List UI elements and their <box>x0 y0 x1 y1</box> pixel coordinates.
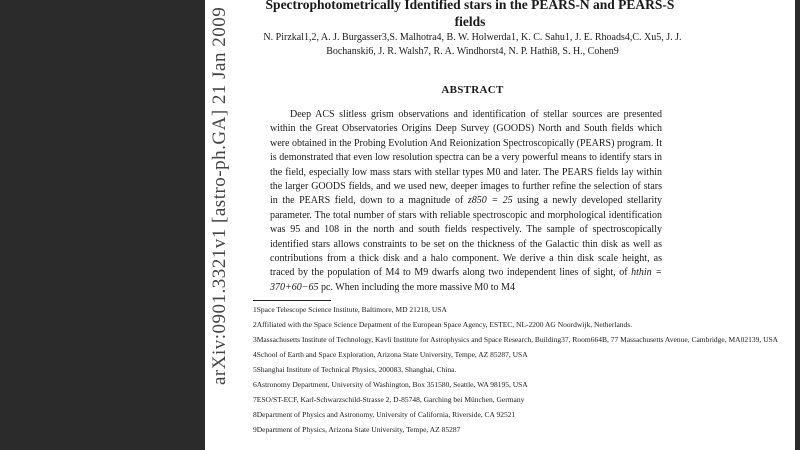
paper-page <box>205 0 795 450</box>
abstract-part-1: Deep ACS slitless grism observations and identification of stellar sources are presented within the Great Observatories Origins Deep Survey (GOODS) North and South fields which were obtained in the Probing Evolution And Reionization Spectroscopically (PEARS) program. It is demonstrated that even low resolution spectra can be a very powerful means to identify stars in the field, especially low mass stars with stellar types M0 and later. The PEARS fields lay within the larger GOODS fields, and we used new, deeper images to further refine the selection of stars in the PEARS field, down to a magnitude of <box>270 109 662 207</box>
footnote-4: 4School of Earth and Space Exploration, Arizona State University, Tempe, AZ 85287, USA <box>253 350 528 359</box>
arxiv-side-label: arXiv:0901.3321v1 [astro-ph.GA] 21 Jan 2009 <box>209 6 230 385</box>
footnote-8: 8Department of Physics and Astronomy, University of California, Riverside, CA 92521 <box>253 410 516 419</box>
abstract-text <box>270 108 662 295</box>
footnote-5: 5Shanghai Institute of Technical Physics, 200083, Shanghai, China. <box>253 365 457 374</box>
abstract-heading: ABSTRACT <box>441 84 504 96</box>
footnote-3: 3Massachusetts Institute of Technology, Kavli Institute for Astrophysics and Space Research, Building37, Room664B, 77 Massachusetts Avenue, Cambridge, MA02139, USA <box>253 335 779 344</box>
scale-height-expression: hthin = 370+60−65 <box>270 267 662 293</box>
paper-title: Spectrophotometrically Identified stars in the PEARS-N and PEARS-S fields <box>265 0 675 29</box>
footnote-rule <box>253 300 331 301</box>
footnote-1: 1Space Telescope Science Institute, Baltimore, MD 21218, USA <box>253 305 447 314</box>
footnote-6: 6Astronomy Department, University of Washington, Box 351580, Seattle, WA 98195, USA <box>253 380 528 389</box>
author-list: N. Pirzkal1,2, A. J. Burgasser3,S. Malhotra4, B. W. Holwerda1, K. C. Sahu1, J. E. Rhoads4,C. Xu5, J. J. Bochanski6, J. R. Walsh7, R. A. Windhorst4, N. P. Hathi8, S. H., Cohen9 <box>263 32 682 57</box>
footnote-9: 9Department of Physics, Arizona State University, Tempe, AZ 85287 <box>253 425 461 434</box>
footnote-2: 2Affiliated with the Space Science Depatment of the European Space Agency, ESTEC, NL-2200 AG Noordwijk, Netherlands. <box>253 320 633 329</box>
footnotes <box>253 305 795 440</box>
footnote-7: 7ESO/ST-ECF, Karl-Schwarzschild-Strasse 2, D-85748, Garching bei München, Germany <box>253 395 525 404</box>
abstract-part-2: using a newly developed stellarity parameter. The total number of stars with reliable spectroscopic and morphological identification was 95 and 108 in the north and south fields respectively. The sample of spectroscopically identified stars allows constraints to be set on the thickness of the Galactic thin disk as well as contributions from a thick disk and a halo component. We derive a thin disk scale height, as traced by the population of M4 to M9 dwarfs along two independent lines of sight, of <box>270 195 662 279</box>
magnitude-expression: z850 = 25 <box>467 195 513 207</box>
abstract-part-3: pc. When including the more massive M0 to M4 <box>318 281 515 293</box>
